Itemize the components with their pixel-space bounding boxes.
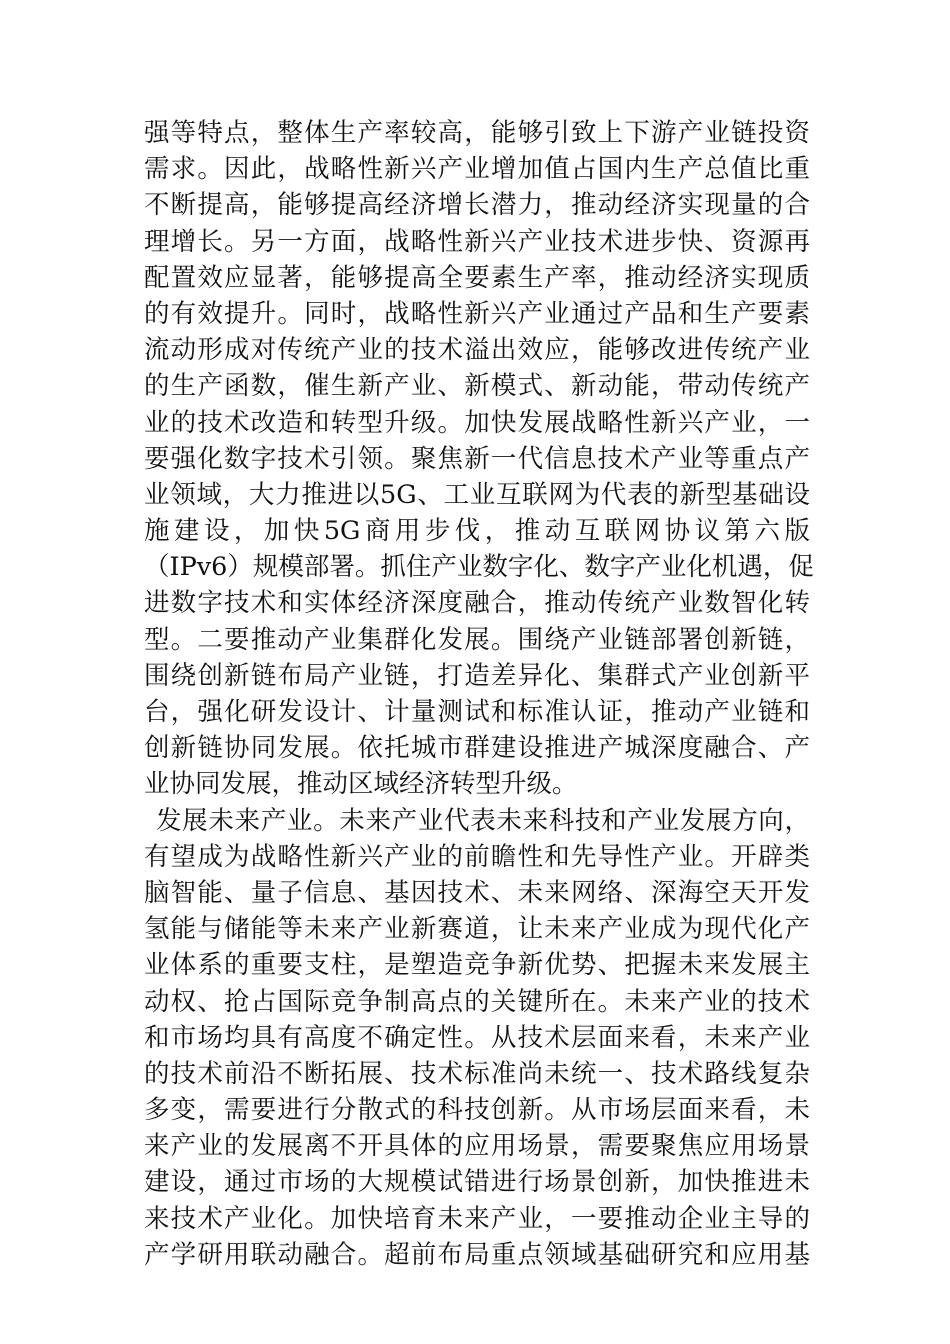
text-line: （IPv6）规模部署。抓住产业数字化、数字产业化机遇，促 (144, 552, 814, 583)
text-line: 创新链协同发展。依托城市群建设推进产城深度融合、产 (144, 733, 810, 764)
text-line: 流动形成对传统产业的技术溢出效应，能够改进传统产业 (144, 335, 810, 366)
text-line: 来产业的发展离不开具体的应用场景，需要聚焦应用场景 (144, 1131, 810, 1162)
text-line: 围绕创新链布局产业链，打造差异化、集群式产业创新平 (144, 660, 810, 691)
text-line: 需求。因此，战略性新兴产业增加值占国内生产总值比重 (144, 154, 810, 185)
text-line: 的技术前沿不断拓展、技术标准尚未统一、技术路线复杂 (144, 1058, 810, 1089)
paragraph-future-industries (144, 803, 810, 1273)
text-line: 和市场均具有高度不确定性。从技术层面来看，未来产业 (144, 1022, 810, 1053)
text-line: 业协同发展，推动区域经济转型升级。 (144, 769, 578, 800)
text-line: 多变，需要进行分散式的科技创新。从市场层面来看，未 (144, 1095, 810, 1126)
text-line: 配置效应显著，能够提高全要素生产率，推动经济实现质 (144, 262, 810, 293)
text-line: 强等特点，整体生产率较高，能够引致上下游产业链投资 (144, 118, 810, 148)
text-line: 施建设，加快5G商用步伐，推动互联网协议第六版 (144, 516, 810, 547)
paragraph-strategic-industries (144, 115, 814, 803)
text-line: 不断提高，能够提高经济增长潜力，推动经济实现量的合 (144, 190, 810, 221)
text-line: 理增长。另一方面，战略性新兴产业技术进步快、资源再 (144, 226, 810, 257)
text-line: 的生产函数，催生新产业、新模式、新动能，带动传统产 (144, 371, 810, 402)
text-line: 氢能与储能等未来产业新赛道，让未来产业成为现代化产 (144, 914, 810, 945)
text-line: 建设，通过市场的大规模试错进行场景创新，加快推进未 (144, 1167, 810, 1198)
text-line: 台，强化研发设计、计量测试和标准认证，推动产业链和 (144, 697, 810, 727)
body-text (144, 115, 814, 1273)
text-line: 动权、抢占国际竞争制高点的关键所在。未来产业的技术 (144, 986, 810, 1017)
text-line: 要强化数字技术引领。聚焦新一代信息技术产业等重点产 (144, 443, 810, 474)
text-line: 脑智能、量子信息、基因技术、未来网络、深海空天开发 (144, 877, 810, 908)
text-line: 有望成为战略性新兴产业的前瞻性和先导性产业。开辟类 (144, 841, 810, 872)
text-line: 型。二要推动产业集群化发展。围绕产业链部署创新链， (144, 624, 810, 655)
text-line: 业领域，大力推进以5G、工业互联网为代表的新型基础设 (144, 479, 810, 510)
text-line: 进数字技术和实体经济深度融合，推动传统产业数智化转 (144, 588, 810, 619)
text-line: 产学研用联动融合。超前布局重点领域基础研究和应用基 (144, 1239, 810, 1270)
text-line: 发展未来产业。未来产业代表未来科技和产业发展方向， (156, 805, 810, 836)
text-line: 业的技术改造和转型升级。加快发展战略性新兴产业，一 (144, 407, 810, 438)
text-line: 来技术产业化。加快培育未来产业，一要推动企业主导的 (144, 1203, 810, 1234)
text-line: 的有效提升。同时，战略性新兴产业通过产品和生产要素 (144, 298, 810, 329)
text-line: 业体系的重要支柱，是塑造竞争新优势、把握未来发展主 (144, 950, 810, 981)
